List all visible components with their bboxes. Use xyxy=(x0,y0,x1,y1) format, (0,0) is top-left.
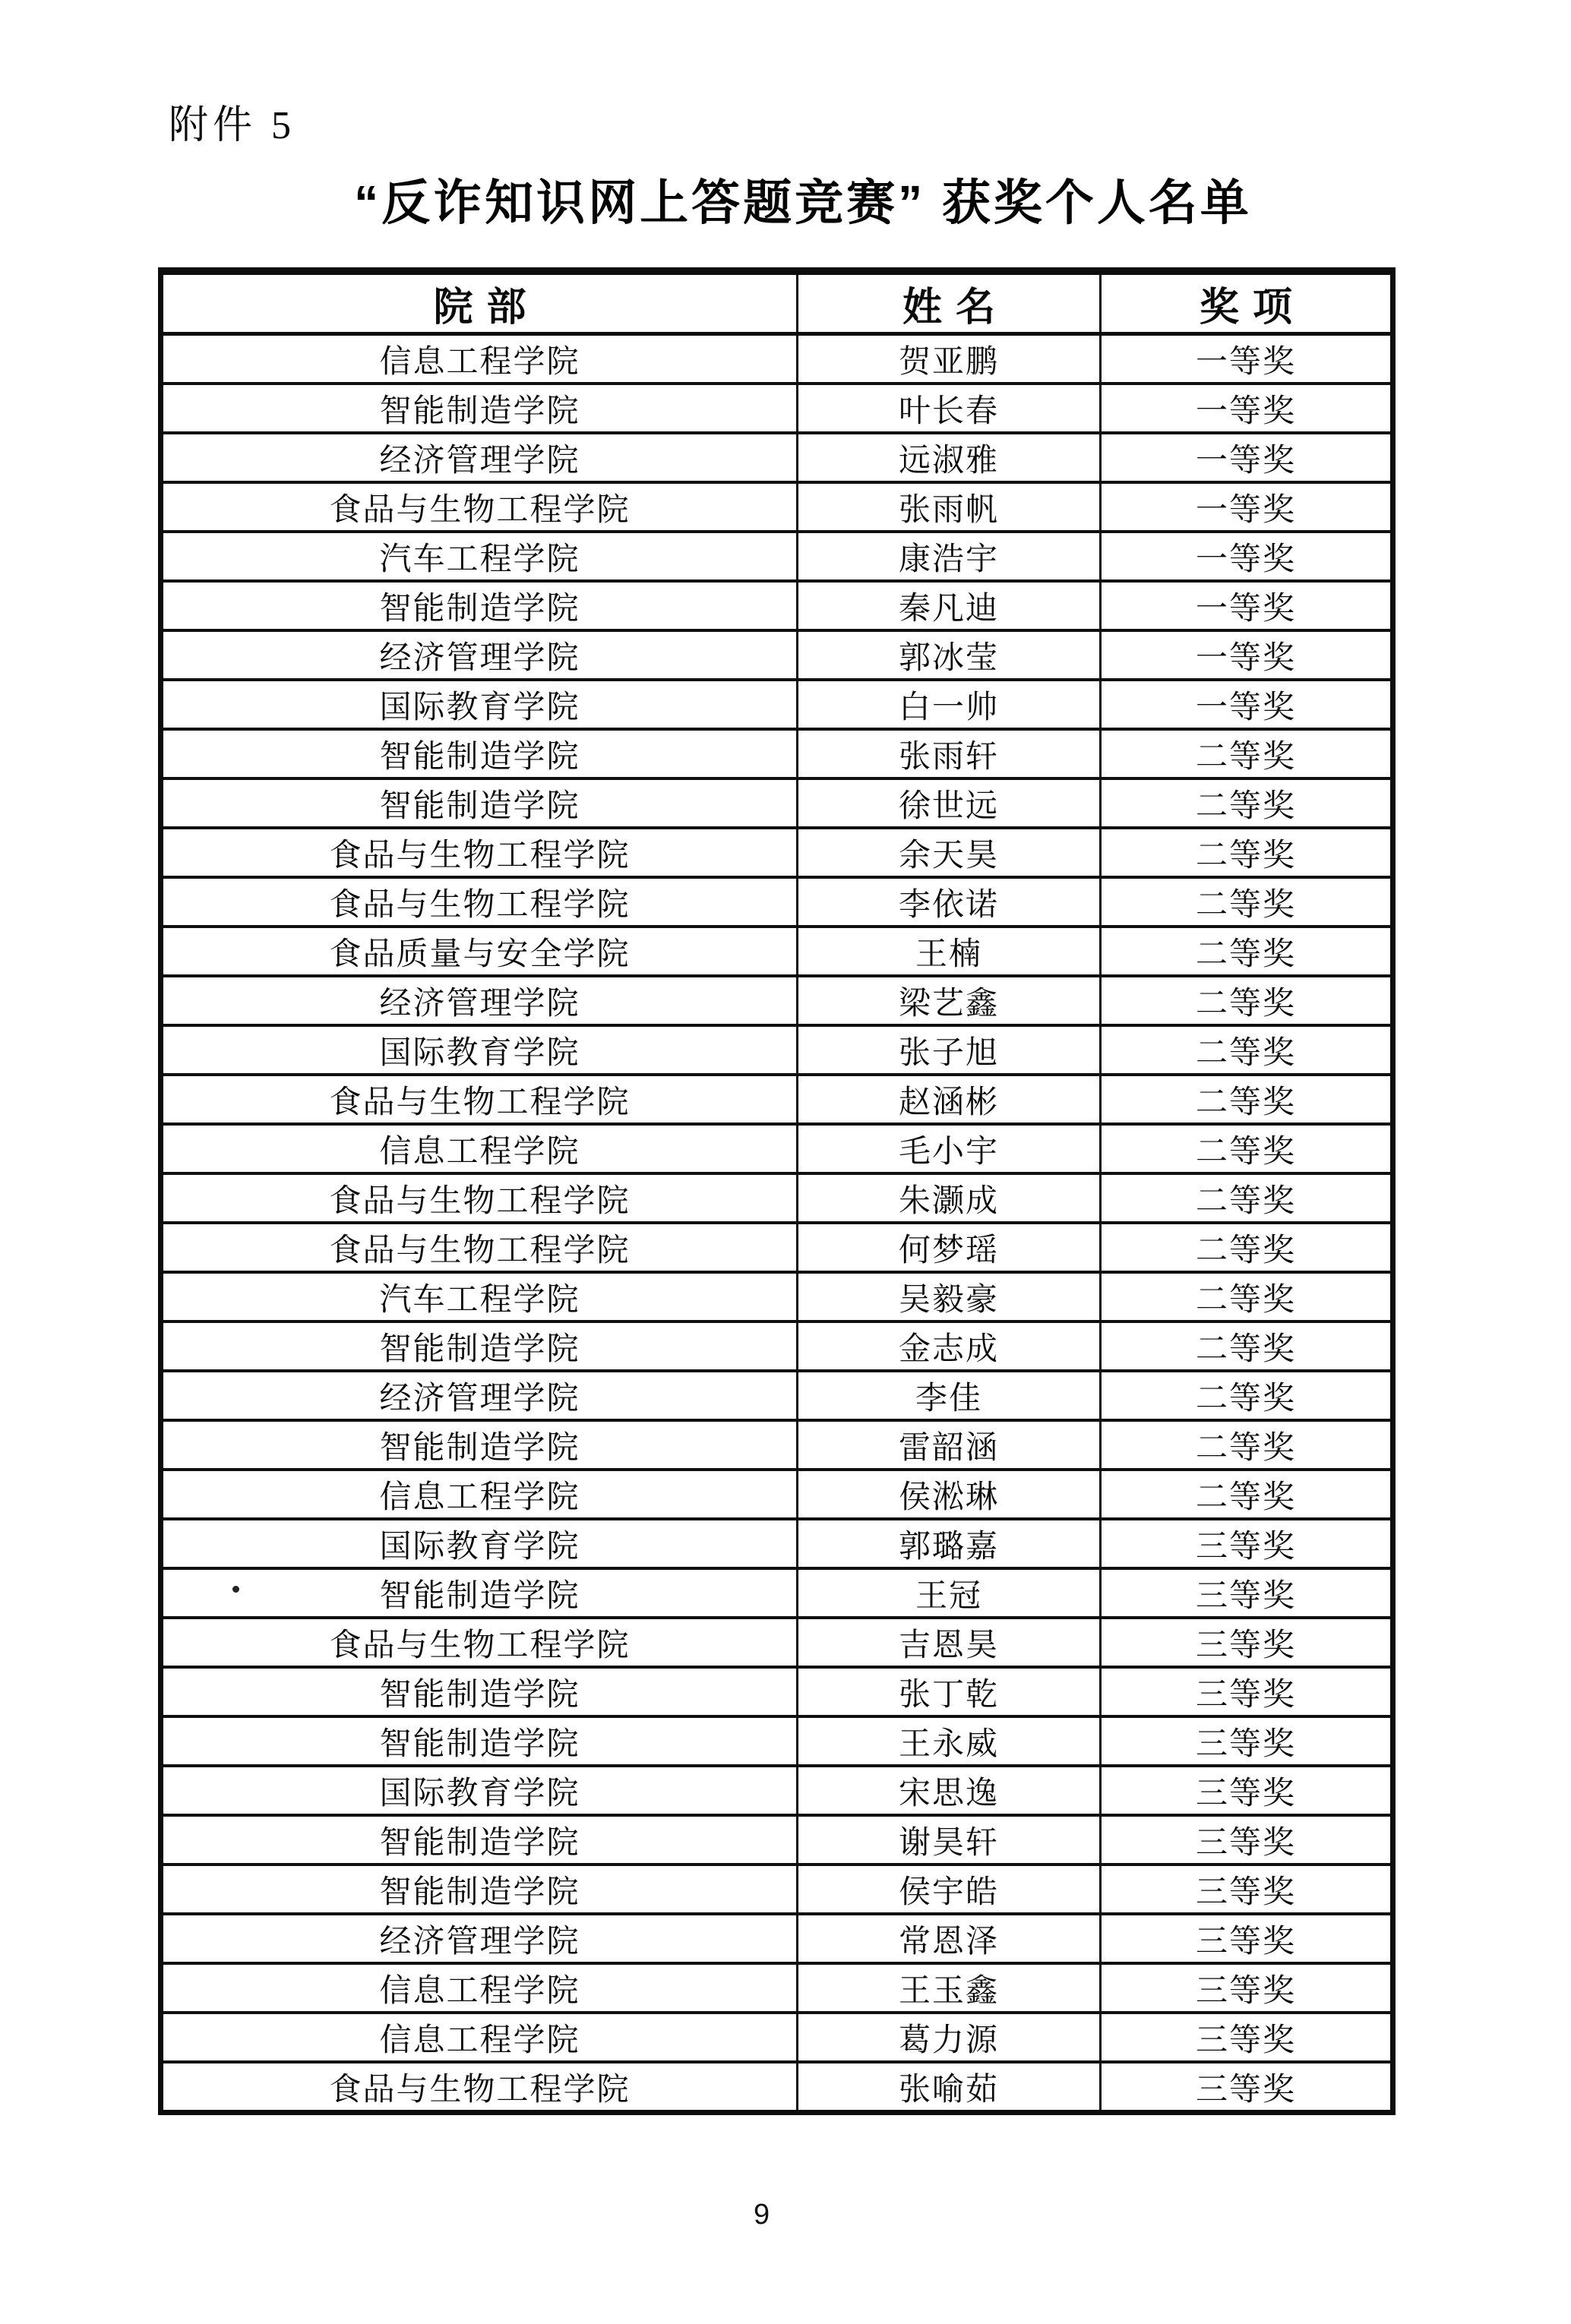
cell-award: 一等奖 xyxy=(1101,581,1393,630)
cell-name: 余天昊 xyxy=(798,828,1101,877)
cell-award: 二等奖 xyxy=(1101,729,1393,778)
table-row xyxy=(161,433,1393,482)
cell-department: 智能制造学院 xyxy=(161,1667,798,1716)
table-row xyxy=(161,1420,1393,1470)
cell-award: 二等奖 xyxy=(1101,1223,1393,1272)
cell-award: 三等奖 xyxy=(1101,2013,1393,2062)
cell-name: 李佳 xyxy=(798,1371,1101,1420)
cell-department: 经济管理学院 xyxy=(161,976,798,1025)
cell-award: 二等奖 xyxy=(1101,828,1393,877)
page-title: “反诈知识网上答题竞赛” 获奖个人名单 xyxy=(354,175,1252,230)
cell-award: 二等奖 xyxy=(1101,1371,1393,1420)
cell-department: 汽车工程学院 xyxy=(161,532,798,581)
table-row xyxy=(161,532,1393,581)
table-row xyxy=(161,1963,1393,2013)
cell-name: 郭璐嘉 xyxy=(798,1519,1101,1568)
cell-name: 雷韶涵 xyxy=(798,1420,1101,1470)
table-row xyxy=(161,630,1393,680)
cell-name: 张丁乾 xyxy=(798,1667,1101,1716)
header-award: 奖项 xyxy=(1101,271,1393,334)
table-row xyxy=(161,976,1393,1025)
cell-department: 信息工程学院 xyxy=(161,334,798,384)
cell-name: 侯宇皓 xyxy=(798,1865,1101,1914)
table-row xyxy=(161,1618,1393,1667)
table-row xyxy=(161,927,1393,976)
cell-department: 经济管理学院 xyxy=(161,433,798,482)
cell-award: 一等奖 xyxy=(1101,630,1393,680)
table-row xyxy=(161,1025,1393,1075)
cell-name: 郭冰莹 xyxy=(798,630,1101,680)
table-row xyxy=(161,581,1393,630)
table-row xyxy=(161,1519,1393,1568)
cell-department: 食品与生物工程学院 xyxy=(161,1173,798,1223)
cell-department: 国际教育学院 xyxy=(161,1766,798,1815)
table-row xyxy=(161,1914,1393,1963)
cell-name: 吴毅豪 xyxy=(798,1272,1101,1321)
table-row xyxy=(161,1716,1393,1766)
cell-award: 三等奖 xyxy=(1101,1716,1393,1766)
table-row xyxy=(161,482,1393,532)
table-row xyxy=(161,334,1393,384)
cell-department: 国际教育学院 xyxy=(161,1025,798,1075)
cell-award: 一等奖 xyxy=(1101,334,1393,384)
cell-department: 信息工程学院 xyxy=(161,2013,798,2062)
cell-name: 张雨帆 xyxy=(798,482,1101,532)
cell-name: 侯淞琳 xyxy=(798,1470,1101,1519)
table-row xyxy=(161,877,1393,927)
cell-name: 张雨轩 xyxy=(798,729,1101,778)
cell-department: 智能制造学院 xyxy=(161,729,798,778)
cell-award: 二等奖 xyxy=(1101,1173,1393,1223)
cell-department: 信息工程学院 xyxy=(161,1124,798,1173)
cell-name: 秦凡迪 xyxy=(798,581,1101,630)
cell-award: 三等奖 xyxy=(1101,1667,1393,1716)
table-row xyxy=(161,778,1393,828)
cell-award: 三等奖 xyxy=(1101,1568,1393,1618)
cell-award: 二等奖 xyxy=(1101,1124,1393,1173)
cell-department: 智能制造学院 xyxy=(161,1420,798,1470)
cell-award: 二等奖 xyxy=(1101,1075,1393,1124)
cell-award: 二等奖 xyxy=(1101,1420,1393,1470)
cell-department: 经济管理学院 xyxy=(161,1914,798,1963)
cell-award: 二等奖 xyxy=(1101,976,1393,1025)
cell-award: 二等奖 xyxy=(1101,927,1393,976)
cell-department: 智能制造学院 xyxy=(161,1865,798,1914)
cell-department: 食品质量与安全学院 xyxy=(161,927,798,976)
cell-name: 王楠 xyxy=(798,927,1101,976)
cell-award: 一等奖 xyxy=(1101,384,1393,433)
cell-department: 信息工程学院 xyxy=(161,1470,798,1519)
cell-name: 贺亚鹏 xyxy=(798,334,1101,384)
cell-award: 三等奖 xyxy=(1101,1914,1393,1963)
cell-name: 白一帅 xyxy=(798,680,1101,729)
cell-name: 常恩泽 xyxy=(798,1914,1101,1963)
cell-award: 一等奖 xyxy=(1101,433,1393,482)
table-row xyxy=(161,1371,1393,1420)
page-number: 9 xyxy=(754,2199,770,2231)
cell-name: 梁艺鑫 xyxy=(798,976,1101,1025)
table-row xyxy=(161,1568,1393,1618)
cell-department: 经济管理学院 xyxy=(161,630,798,680)
cell-department: 食品与生物工程学院 xyxy=(161,482,798,532)
cell-department: 智能制造学院 xyxy=(161,1321,798,1371)
cell-department: 智能制造学院 xyxy=(161,384,798,433)
cell-name: 远淑雅 xyxy=(798,433,1101,482)
table-row xyxy=(161,1173,1393,1223)
cell-name: 张喻茹 xyxy=(798,2062,1101,2113)
table-row xyxy=(161,828,1393,877)
cell-department: 食品与生物工程学院 xyxy=(161,1075,798,1124)
cell-department: 智能制造学院 xyxy=(161,1568,798,1618)
cell-name: 叶长春 xyxy=(798,384,1101,433)
cell-award: 三等奖 xyxy=(1101,1519,1393,1568)
cell-award: 二等奖 xyxy=(1101,1321,1393,1371)
cell-name: 何梦瑶 xyxy=(798,1223,1101,1272)
award-table xyxy=(158,267,1396,2115)
cell-award: 三等奖 xyxy=(1101,2062,1393,2113)
cell-award: 一等奖 xyxy=(1101,680,1393,729)
cell-name: 王玉鑫 xyxy=(798,1963,1101,2013)
cell-department: 食品与生物工程学院 xyxy=(161,877,798,927)
cell-name: 张子旭 xyxy=(798,1025,1101,1075)
cell-name: 金志成 xyxy=(798,1321,1101,1371)
cell-name: 朱灏成 xyxy=(798,1173,1101,1223)
cell-award: 二等奖 xyxy=(1101,1272,1393,1321)
cell-name: 赵涵彬 xyxy=(798,1075,1101,1124)
cell-award: 一等奖 xyxy=(1101,532,1393,581)
cell-department: 智能制造学院 xyxy=(161,581,798,630)
cell-department: 国际教育学院 xyxy=(161,1519,798,1568)
table-row xyxy=(161,1124,1393,1173)
table-row xyxy=(161,1470,1393,1519)
cell-award: 三等奖 xyxy=(1101,1865,1393,1914)
cell-department: 食品与生物工程学院 xyxy=(161,828,798,877)
cell-name: 康浩宇 xyxy=(798,532,1101,581)
table-row xyxy=(161,2062,1393,2113)
header-name: 姓名 xyxy=(798,271,1101,334)
cell-name: 谢昊轩 xyxy=(798,1815,1101,1865)
table-row xyxy=(161,729,1393,778)
table-row xyxy=(161,1815,1393,1865)
cell-department: 智能制造学院 xyxy=(161,1815,798,1865)
cell-award: 一等奖 xyxy=(1101,482,1393,532)
header-row xyxy=(161,271,1393,334)
cell-department: 食品与生物工程学院 xyxy=(161,1223,798,1272)
table-row xyxy=(161,1667,1393,1716)
table-row xyxy=(161,2013,1393,2062)
cell-award: 二等奖 xyxy=(1101,778,1393,828)
cell-name: 徐世远 xyxy=(798,778,1101,828)
cell-award: 二等奖 xyxy=(1101,877,1393,927)
cell-department: 经济管理学院 xyxy=(161,1371,798,1420)
cell-department: 食品与生物工程学院 xyxy=(161,2062,798,2113)
cell-award: 三等奖 xyxy=(1101,1618,1393,1667)
cell-name: 吉恩昊 xyxy=(798,1618,1101,1667)
cell-award: 三等奖 xyxy=(1101,1963,1393,2013)
header-department: 院部 xyxy=(161,271,798,334)
cell-award: 三等奖 xyxy=(1101,1766,1393,1815)
cell-award: 二等奖 xyxy=(1101,1025,1393,1075)
cell-name: 王永威 xyxy=(798,1716,1101,1766)
table-row xyxy=(161,1075,1393,1124)
table-row xyxy=(161,1865,1393,1914)
cell-name: 宋思逸 xyxy=(798,1766,1101,1815)
table-row xyxy=(161,1321,1393,1371)
table-row xyxy=(161,384,1393,433)
cell-department: 汽车工程学院 xyxy=(161,1272,798,1321)
table-row xyxy=(161,1766,1393,1815)
table-row xyxy=(161,680,1393,729)
cell-department: 食品与生物工程学院 xyxy=(161,1618,798,1667)
cell-name: 毛小宇 xyxy=(798,1124,1101,1173)
cell-name: 王冠 xyxy=(798,1568,1101,1618)
table-row xyxy=(161,1272,1393,1321)
cell-department: 智能制造学院 xyxy=(161,778,798,828)
cell-department: 信息工程学院 xyxy=(161,1963,798,2013)
scan-speck xyxy=(232,1586,239,1593)
cell-award: 二等奖 xyxy=(1101,1470,1393,1519)
attachment-label: 附件 5 xyxy=(169,104,296,147)
cell-name: 葛力源 xyxy=(798,2013,1101,2062)
cell-department: 智能制造学院 xyxy=(161,1716,798,1766)
cell-name: 李依诺 xyxy=(798,877,1101,927)
cell-award: 三等奖 xyxy=(1101,1815,1393,1865)
cell-department: 国际教育学院 xyxy=(161,680,798,729)
table-row xyxy=(161,1223,1393,1272)
